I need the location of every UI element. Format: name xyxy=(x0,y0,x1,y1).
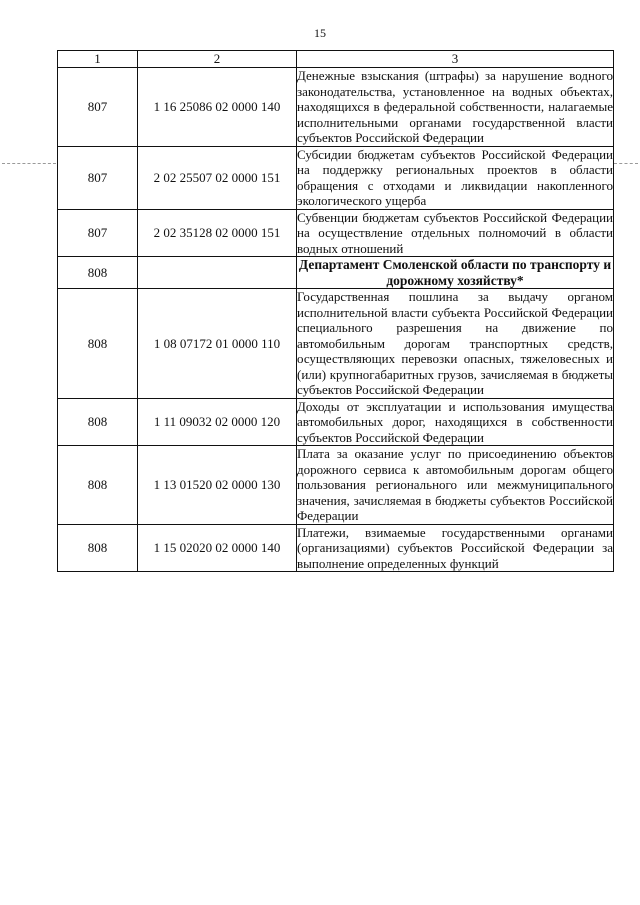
table-row xyxy=(58,68,614,147)
description-cell: Государственная пошлина за выдачу органом исполнительной власти субъекта Российской Федерации специального разрешения на движение по автомобильным дорогам транспортных средств, осуществляющих перевозки опасных, тяжеловесных и (или) крупногабаритных грузов, зачисляемая в бюджеты субъектов Российской Федерации xyxy=(297,289,613,397)
budget-code-cell: 1 13 01520 02 0000 130 xyxy=(138,446,297,525)
description-cell: Плата за оказание услуг по присоединению объектов дорожного сервиса к автомобильным дорогам общего пользования регионального или межмуниципального значения, зачисляемая в бюджеты субъектов Российской Федерации xyxy=(297,446,613,523)
table-row xyxy=(58,446,614,525)
description-cell: Субвенции бюджетам субъектов Российской Федерации на осуществление отдельных полномочий в области водных отношений xyxy=(297,209,613,256)
admin-code-cell: 808 xyxy=(58,257,138,289)
section-header-row xyxy=(58,257,614,289)
scan-artifact-line-right xyxy=(614,163,638,164)
table-row xyxy=(58,524,614,572)
admin-code-cell: 807 xyxy=(58,209,138,257)
description-cell: Денежные взыскания (штрафы) за нарушение водного законодательства, установленное на водных объектах, находящихся в федеральной собственности, налагаемые исполнительными органами государственной власти субъектов Российской Федерации xyxy=(297,68,613,145)
header-cell-admin-code: 1 xyxy=(58,51,138,68)
budget-code-cell: 2 02 25507 02 0000 151 xyxy=(138,146,297,209)
header-cell-budget-code: 2 xyxy=(138,51,297,68)
table-row xyxy=(58,398,614,446)
page-number: 15 xyxy=(314,26,326,40)
admin-code-cell: 807 xyxy=(58,146,138,209)
description-cell: Платежи, взимаемые государственными органами (организациями) субъектов Российской Федерации за выполнение определенных функций xyxy=(297,524,613,571)
table-row xyxy=(58,209,614,257)
table-row xyxy=(58,289,614,399)
description-cell: Доходы от эксплуатации и использования имущества автомобильных дорог, находящихся в собственности субъектов Российской Федерации xyxy=(297,398,613,445)
table-header-row xyxy=(58,51,614,68)
admin-code-cell: 808 xyxy=(58,524,138,572)
header-cell-description: 3 xyxy=(297,51,614,68)
revenue-codes-table xyxy=(57,50,614,572)
budget-code-cell: 1 11 09032 02 0000 120 xyxy=(138,398,297,446)
table-row xyxy=(58,146,614,209)
admin-code-cell: 808 xyxy=(58,446,138,525)
admin-code-cell: 807 xyxy=(58,68,138,147)
budget-code-cell: 1 16 25086 02 0000 140 xyxy=(138,68,297,147)
budget-code-cell: 1 15 02020 02 0000 140 xyxy=(138,524,297,572)
section-title-cell: Департамент Смоленской области по транспорту и дорожному хозяйству* xyxy=(297,257,614,289)
budget-code-cell: 2 02 35128 02 0000 151 xyxy=(138,209,297,257)
budget-code-cell xyxy=(138,257,297,289)
admin-code-cell: 808 xyxy=(58,289,138,399)
admin-code-cell: 808 xyxy=(58,398,138,446)
description-cell: Субсидии бюджетам субъектов Российской Федерации на поддержку региональных проектов в области обращения с отходами и ликвидации накопленного экологического ущерба xyxy=(297,146,613,208)
budget-code-cell: 1 08 07172 01 0000 110 xyxy=(138,289,297,399)
scan-artifact-line-left xyxy=(2,163,56,164)
